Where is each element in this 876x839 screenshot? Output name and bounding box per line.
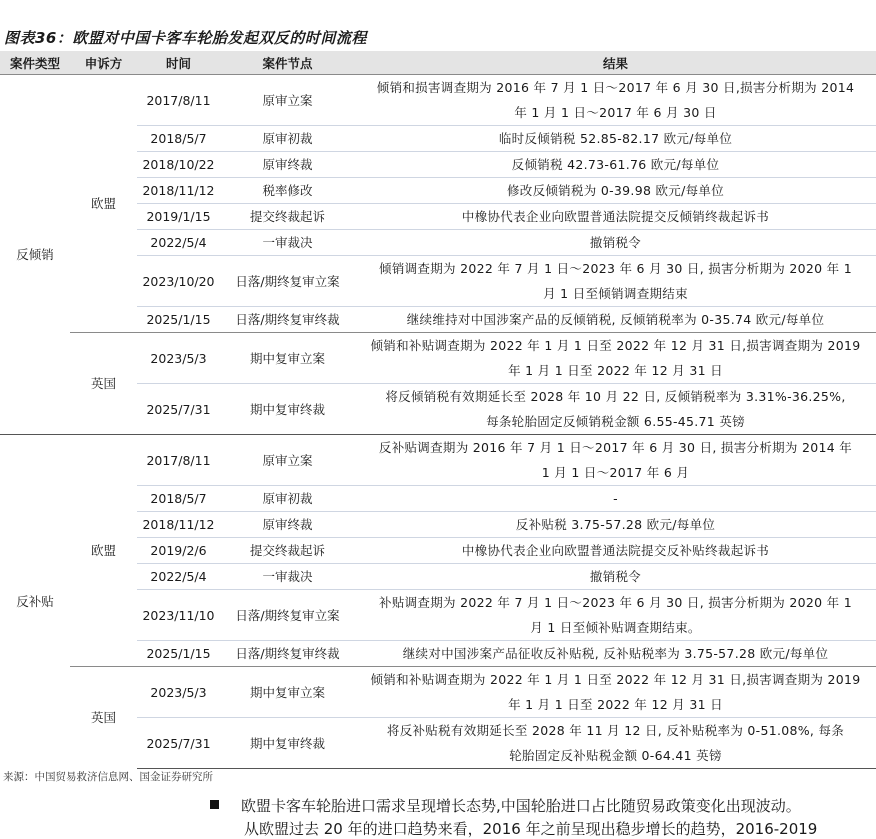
header-case-type: 案件类型 bbox=[0, 51, 70, 75]
case-node-cell: 期中复审立案 bbox=[220, 667, 355, 718]
result-line: 年 1 月 1 日至 2022 年 12 月 31 日 bbox=[508, 363, 723, 378]
result-cell bbox=[355, 307, 876, 333]
result-cell bbox=[355, 564, 876, 590]
result-cell bbox=[355, 435, 876, 486]
case-node-cell: 期中复审终裁 bbox=[220, 718, 355, 769]
case-node-cell: 税率修改 bbox=[220, 178, 355, 204]
result-cell bbox=[355, 230, 876, 256]
table-row bbox=[0, 75, 876, 126]
result-line: 继续维持对中国涉案产品的反倾销税, 反倾销税率为 0-35.74 欧元/每单位 bbox=[406, 312, 825, 327]
result-cell bbox=[355, 718, 876, 769]
result-line: 倾销和补贴调查期为 2022 年 1 月 1 日至 2022 年 12 月 31 日,损害调查期为 2019 bbox=[370, 672, 861, 687]
result-cell bbox=[355, 590, 876, 641]
date-cell: 2023/5/3 bbox=[137, 667, 220, 718]
date-cell: 2025/1/15 bbox=[137, 641, 220, 667]
result-line: 轮胎固定反补贴税金额 0-64.41 英镑 bbox=[509, 748, 722, 763]
case-node-cell: 原审初裁 bbox=[220, 486, 355, 512]
header-date: 时间 bbox=[137, 51, 220, 75]
applicant-cell: 欧盟 bbox=[70, 435, 137, 667]
date-cell: 2022/5/4 bbox=[137, 230, 220, 256]
result-cell bbox=[355, 384, 876, 435]
case-type-cell: 反倾销 bbox=[0, 75, 70, 435]
date-cell: 2018/11/12 bbox=[137, 178, 220, 204]
date-cell: 2025/1/15 bbox=[137, 307, 220, 333]
case-node-cell: 原审立案 bbox=[220, 75, 355, 126]
date-cell: 2022/5/4 bbox=[137, 564, 220, 590]
result-line: 补贴调查期为 2022 年 7 月 1 日～2023 年 6 月 30 日, 损害分析期为 2020 年 1 bbox=[379, 595, 852, 610]
bullet-text: 欧盟卡客车轮胎进口需求呈现增长态势,中国轮胎进口占比随贸易政策变化出现波动。 bbox=[241, 797, 801, 815]
case-node-cell: 日落/期终复审立案 bbox=[220, 590, 355, 641]
result-line: 将反倾销税有效期延长至 2028 年 10 月 22 日, 反倾销税率为 3.31%-36.25%, bbox=[385, 389, 846, 404]
date-cell: 2019/2/6 bbox=[137, 538, 220, 564]
case-node-cell: 一审裁决 bbox=[220, 230, 355, 256]
result-line: 修改反倾销税为 0-39.98 欧元/每单位 bbox=[506, 183, 724, 198]
result-line: 中橡协代表企业向欧盟普通法院提交反补贴终裁起诉书 bbox=[461, 543, 770, 558]
result-line: 1 月 1 日～2017 年 6 月 bbox=[541, 465, 690, 480]
table-row bbox=[0, 435, 876, 486]
result-cell bbox=[355, 256, 876, 307]
header-result: 结果 bbox=[355, 51, 876, 75]
result-cell bbox=[355, 512, 876, 538]
square-bullet-icon bbox=[210, 800, 219, 809]
date-cell: 2018/5/7 bbox=[137, 126, 220, 152]
result-cell bbox=[355, 75, 876, 126]
case-node-cell: 期中复审终裁 bbox=[220, 384, 355, 435]
result-line: 中橡协代表企业向欧盟普通法院提交反倾销终裁起诉书 bbox=[461, 209, 770, 224]
header-case-node: 案件节点 bbox=[220, 51, 355, 75]
result-cell bbox=[355, 486, 876, 512]
case-node-cell: 原审终裁 bbox=[220, 512, 355, 538]
bullet-paragraph bbox=[210, 795, 801, 816]
case-node-cell: 一审裁决 bbox=[220, 564, 355, 590]
date-cell: 2023/10/20 bbox=[137, 256, 220, 307]
result-line: 年 1 月 1 日至 2022 年 12 月 31 日 bbox=[508, 697, 723, 712]
date-cell: 2018/5/7 bbox=[137, 486, 220, 512]
result-line: 年 1 月 1 日～2017 年 6 月 30 日 bbox=[514, 105, 717, 120]
result-line: 每条轮胎固定反倾销税金额 6.55-45.71 英镑 bbox=[486, 414, 745, 429]
result-line: 将反补贴税有效期延长至 2028 年 11 月 12 日, 反补贴税率为 0-51.08%, 每条 bbox=[386, 723, 845, 738]
source-note: 来源：中国贸易救济信息网、国金证券研究所 bbox=[3, 771, 213, 783]
case-node-cell: 提交终裁起诉 bbox=[220, 538, 355, 564]
case-node-cell: 期中复审立案 bbox=[220, 333, 355, 384]
date-cell: 2019/1/15 bbox=[137, 204, 220, 230]
applicant-cell: 英国 bbox=[70, 667, 137, 769]
result-cell bbox=[355, 178, 876, 204]
date-cell: 2017/8/11 bbox=[137, 435, 220, 486]
result-cell bbox=[355, 641, 876, 667]
result-line: - bbox=[613, 491, 618, 506]
applicant-cell: 欧盟 bbox=[70, 75, 137, 333]
result-line: 临时反倾销税 52.85-82.17 欧元/每单位 bbox=[498, 131, 733, 146]
table-row bbox=[0, 333, 876, 384]
result-line: 倾销和损害调查期为 2016 年 7 月 1 日～2017 年 6 月 30 日,损害分析期为 2014 bbox=[376, 80, 855, 95]
date-cell: 2023/5/3 bbox=[137, 333, 220, 384]
result-line: 继续对中国涉案产品征收反补贴税, 反补贴税率为 3.75-57.28 欧元/每单位 bbox=[402, 646, 829, 661]
table-body bbox=[0, 75, 876, 769]
result-cell bbox=[355, 333, 876, 384]
result-line: 反倾销税 42.73-61.76 欧元/每单位 bbox=[511, 157, 720, 172]
result-line: 反补贴税 3.75-57.28 欧元/每单位 bbox=[515, 517, 716, 532]
date-cell: 2018/10/22 bbox=[137, 152, 220, 178]
result-cell bbox=[355, 667, 876, 718]
case-node-cell: 日落/期终复审终裁 bbox=[220, 641, 355, 667]
date-cell: 2025/7/31 bbox=[137, 384, 220, 435]
date-cell: 2023/11/10 bbox=[137, 590, 220, 641]
bullet-paragraph-line2: 从欧盟过去 20 年的进口趋势来看，2016 年之前呈现出稳步增长的趋势，2016-2019 bbox=[244, 820, 818, 838]
applicant-cell: 英国 bbox=[70, 333, 137, 435]
result-line: 倾销调查期为 2022 年 7 月 1 日～2023 年 6 月 30 日, 损害分析期为 2020 年 1 bbox=[379, 261, 852, 276]
header-applicant: 申诉方 bbox=[70, 51, 137, 75]
result-cell bbox=[355, 126, 876, 152]
case-node-cell: 原审初裁 bbox=[220, 126, 355, 152]
case-node-cell: 原审立案 bbox=[220, 435, 355, 486]
result-cell bbox=[355, 204, 876, 230]
result-line: 倾销和补贴调查期为 2022 年 1 月 1 日至 2022 年 12 月 31 日,损害调查期为 2019 bbox=[370, 338, 861, 353]
result-line: 撤销税令 bbox=[589, 235, 642, 250]
result-line: 撤销税令 bbox=[589, 569, 642, 584]
result-cell bbox=[355, 538, 876, 564]
result-line: 月 1 日至倾补贴调查期结束。 bbox=[530, 620, 701, 635]
result-line: 反补贴调查期为 2016 年 7 月 1 日～2017 年 6 月 30 日, 损害分析期为 2014 年 bbox=[378, 440, 853, 455]
anti-dumping-timeline-table bbox=[0, 51, 876, 769]
date-cell: 2025/7/31 bbox=[137, 718, 220, 769]
date-cell: 2017/8/11 bbox=[137, 75, 220, 126]
case-node-cell: 原审终裁 bbox=[220, 152, 355, 178]
case-node-cell: 日落/期终复审终裁 bbox=[220, 307, 355, 333]
case-node-cell: 日落/期终复审立案 bbox=[220, 256, 355, 307]
result-line: 月 1 日至倾销调查期结束 bbox=[543, 286, 688, 301]
figure-title: 图表36：欧盟对中国卡客车轮胎发起双反的时间流程 bbox=[4, 29, 367, 47]
case-node-cell: 提交终裁起诉 bbox=[220, 204, 355, 230]
table-header-row bbox=[0, 51, 876, 75]
result-cell bbox=[355, 152, 876, 178]
date-cell: 2018/11/12 bbox=[137, 512, 220, 538]
case-type-cell: 反补贴 bbox=[0, 435, 70, 769]
table-row bbox=[0, 667, 876, 718]
